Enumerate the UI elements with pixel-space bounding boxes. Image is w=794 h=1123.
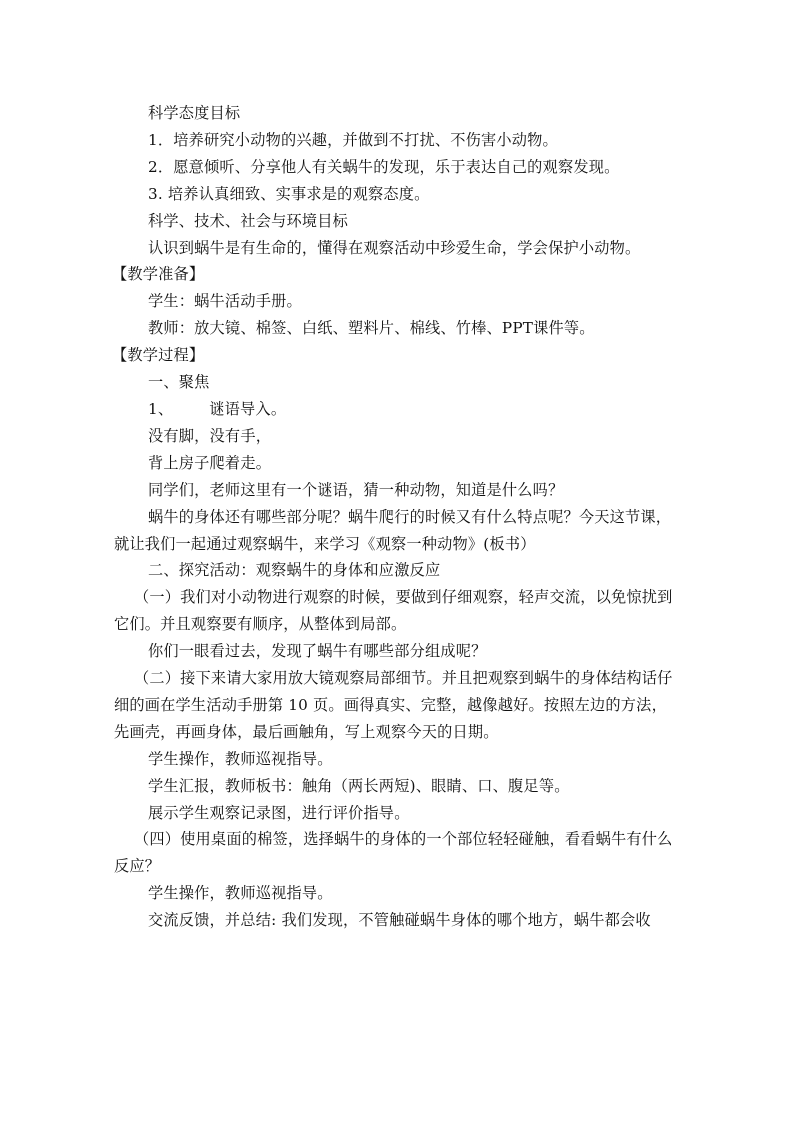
- paragraph-activity-heading: 二、探究活动：观察蜗牛的身体和应激反应: [148, 561, 441, 580]
- section-heading-preparation: 【教学准备】: [112, 265, 205, 284]
- paragraph-attitude-goal-3: 3. 培养认真细致、实事求是的观察态度。: [148, 184, 430, 203]
- paragraph-student-operation-2: 学生操作，教师巡视指导。: [148, 884, 333, 903]
- paragraph-attitude-goal-1: 1．培养研究小动物的兴趣，并做到不打扰、不伤害小动物。: [148, 130, 558, 149]
- document-body: [114, 100, 674, 934]
- paragraph-student-preparation: 学生：蜗牛活动手册。: [148, 292, 302, 311]
- paragraph-body-parts-question: 你们一眼看过去，发现了蜗牛有哪些部分组成呢？: [148, 642, 487, 661]
- paragraph-student-report: 学生汇报，教师板书：触角（两长两短)、眼睛、口、腹足等。: [148, 776, 570, 795]
- paragraph-lesson-intro: 蜗牛的身体还有哪些部分呢？蜗牛爬行的时候又有什么特点呢？今天这节课，就让我们一起通过观察蜗牛，来学习《观察一种动物》(板书）: [114, 507, 672, 553]
- paragraph-riddle-line-1: 没有脚，没有手，: [148, 426, 272, 445]
- paragraph-riddle-intro: [114, 396, 674, 423]
- paragraph-attitude-goal-2: 2．愿意倾听、分享他人有关蜗牛的发现，乐于表达自己的观察发现。: [148, 157, 620, 176]
- paragraph-sts-goal-heading: 科学、技术、社会与环境目标: [148, 211, 349, 230]
- paragraph-observation-rules: （一）我们对小动物进行观察的时候，要做到仔细观察，轻声交流，以免惊扰到它们。并且观察要有顺序，从整体到局部。: [114, 588, 673, 634]
- paragraph-show-records: 展示学生观察记录图，进行评价指导。: [148, 803, 410, 822]
- paragraph-focus-heading: 一、聚焦: [148, 373, 210, 392]
- paragraph-sts-goal: 认识到蜗牛是有生命的，懂得在观察活动中珍爱生命，学会保护小动物。: [148, 238, 641, 257]
- list-number: 1、: [148, 399, 174, 418]
- paragraph-riddle-line-2: 背上房子爬着走。: [148, 453, 272, 472]
- paragraph-magnifier-drawing: （二）接下来请大家用放大镜观察局部细节。并且把观察到蜗牛的身体结构话仔细的画在学生活动手册第 10 页。画得真实、完整，越像越好。按照左边的方法，先画壳，再画身体，最后画触角，写上观察今天的日期。: [114, 669, 673, 741]
- paragraph-student-operation-1: 学生操作，教师巡视指导。: [148, 749, 333, 768]
- paragraph-feedback-summary: 交流反馈，并总结: 我们发现，不管触碰蜗牛身体的哪个地方，蜗牛都会收: [148, 911, 651, 930]
- paragraph-riddle-question: 同学们，老师这里有一个谜语，猜一种动物，知道是什么吗？: [148, 480, 564, 499]
- paragraph-attitude-goal-heading: 科学态度目标: [148, 104, 241, 122]
- paragraph-cotton-swab-test: （四）使用桌面的棉签，选择蜗牛的身体的一个部位轻轻碰触，看看蜗牛有什么反应？: [114, 830, 673, 876]
- list-text: 谜语导入。: [209, 399, 287, 418]
- paragraph-teacher-preparation: 教师：放大镜、棉签、白纸、塑料片、棉线、竹棒、PPT课件等。: [148, 319, 595, 338]
- section-heading-process: 【教学过程】: [112, 346, 205, 365]
